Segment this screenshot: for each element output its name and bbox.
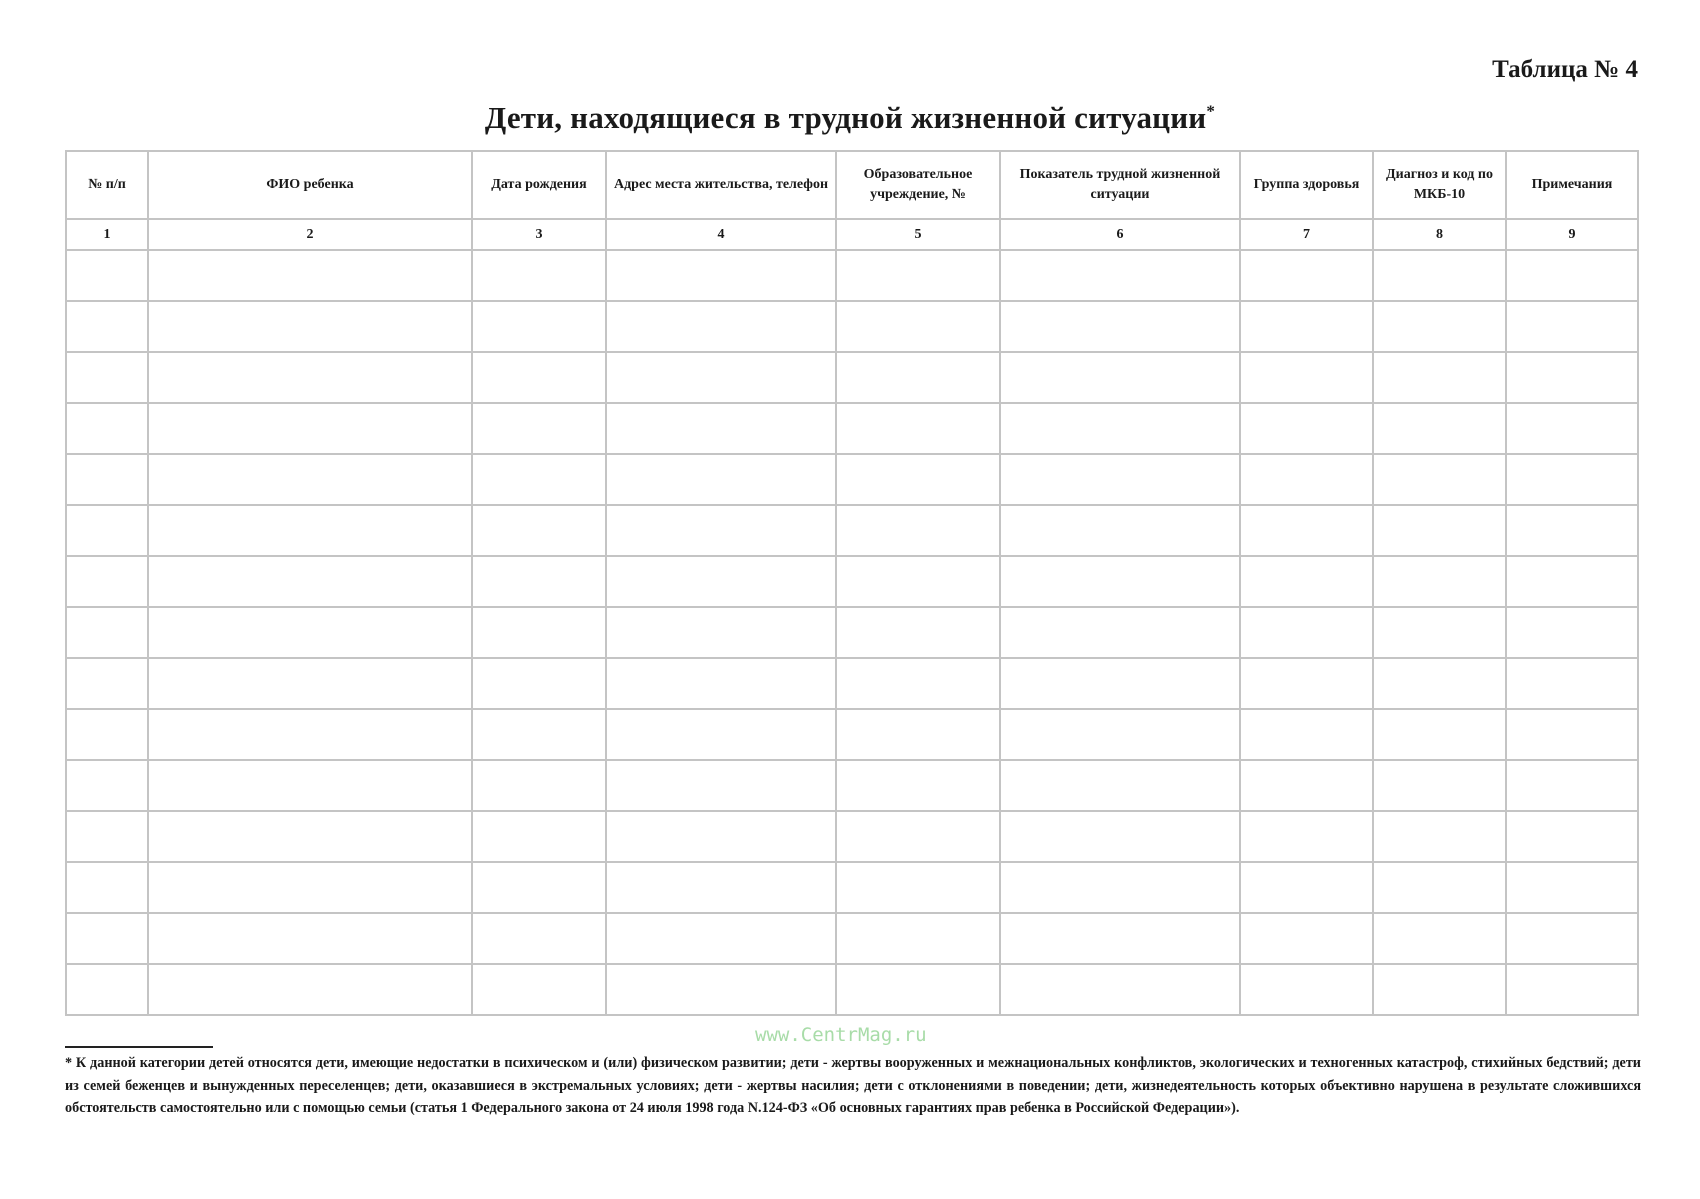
table-row bbox=[66, 505, 1638, 556]
table-cell[interactable] bbox=[472, 964, 606, 1015]
table-cell[interactable] bbox=[606, 556, 836, 607]
table-cell[interactable] bbox=[148, 913, 472, 964]
table-row bbox=[66, 454, 1638, 505]
table-cell[interactable] bbox=[836, 301, 1000, 352]
table-cell[interactable] bbox=[472, 607, 606, 658]
column-number: 3 bbox=[472, 219, 606, 250]
table-cell[interactable] bbox=[148, 658, 472, 709]
table-cell[interactable] bbox=[1373, 556, 1506, 607]
table-cell[interactable] bbox=[1373, 505, 1506, 556]
table-cell[interactable] bbox=[66, 607, 148, 658]
table-cell[interactable] bbox=[148, 709, 472, 760]
table-cell[interactable] bbox=[1506, 454, 1638, 505]
table-row bbox=[66, 301, 1638, 352]
watermark: www.CentrMag.ru bbox=[755, 1024, 927, 1046]
table-cell[interactable] bbox=[1373, 709, 1506, 760]
table-cell[interactable] bbox=[1240, 607, 1373, 658]
table-cell[interactable] bbox=[1373, 811, 1506, 862]
table-row bbox=[66, 811, 1638, 862]
table-cell[interactable] bbox=[148, 862, 472, 913]
table-cell[interactable] bbox=[1373, 403, 1506, 454]
table-cell[interactable] bbox=[1506, 964, 1638, 1015]
table-cell[interactable] bbox=[1506, 709, 1638, 760]
table-cell[interactable] bbox=[66, 709, 148, 760]
table-cell[interactable] bbox=[66, 913, 148, 964]
table-cell[interactable] bbox=[606, 658, 836, 709]
table-cell[interactable] bbox=[1000, 403, 1240, 454]
table-cell[interactable] bbox=[66, 811, 148, 862]
table-cell[interactable] bbox=[836, 964, 1000, 1015]
table-cell[interactable] bbox=[836, 658, 1000, 709]
table-cell[interactable] bbox=[66, 760, 148, 811]
table-cell[interactable] bbox=[1373, 964, 1506, 1015]
children-table bbox=[65, 150, 1639, 1016]
table-cell[interactable] bbox=[606, 811, 836, 862]
table-cell[interactable] bbox=[836, 607, 1000, 658]
table-cell[interactable] bbox=[1240, 811, 1373, 862]
table-cell[interactable] bbox=[472, 403, 606, 454]
table-cell[interactable] bbox=[1506, 913, 1638, 964]
table-cell[interactable] bbox=[836, 811, 1000, 862]
column-number: 7 bbox=[1240, 219, 1373, 250]
table-cell[interactable] bbox=[1373, 658, 1506, 709]
table-cell[interactable] bbox=[148, 811, 472, 862]
table-cell[interactable] bbox=[472, 913, 606, 964]
table-cell[interactable] bbox=[606, 760, 836, 811]
table-cell[interactable] bbox=[606, 403, 836, 454]
column-number: 2 bbox=[148, 219, 472, 250]
table-cell[interactable] bbox=[148, 301, 472, 352]
table-number: Таблица № 4 bbox=[1492, 56, 1638, 83]
table-row bbox=[66, 709, 1638, 760]
table-cell[interactable] bbox=[836, 454, 1000, 505]
table-cell[interactable] bbox=[472, 862, 606, 913]
table-cell[interactable] bbox=[472, 301, 606, 352]
table-row bbox=[66, 556, 1638, 607]
column-header-index: № п/п bbox=[66, 151, 148, 219]
table-cell[interactable] bbox=[472, 658, 606, 709]
table-cell[interactable] bbox=[1240, 301, 1373, 352]
table-cell[interactable] bbox=[1240, 352, 1373, 403]
table-row bbox=[66, 607, 1638, 658]
table-cell[interactable] bbox=[148, 403, 472, 454]
column-header-health-group: Группа здоровья bbox=[1240, 151, 1373, 219]
table-cell[interactable] bbox=[1373, 607, 1506, 658]
table-cell[interactable] bbox=[1506, 505, 1638, 556]
table-cell[interactable] bbox=[148, 505, 472, 556]
column-header-notes: Примечания bbox=[1506, 151, 1638, 219]
table-cell[interactable] bbox=[836, 709, 1000, 760]
table-cell[interactable] bbox=[1000, 709, 1240, 760]
table-cell[interactable] bbox=[1000, 556, 1240, 607]
table-cell[interactable] bbox=[472, 250, 606, 301]
table-cell[interactable] bbox=[836, 862, 1000, 913]
table-cell[interactable] bbox=[606, 964, 836, 1015]
footnote: * К данной категории детей относятся дети, имеющие недостатки в психическом и (или) физическом развитии; дети - жертвы вооруженных и межнациональных конфликтов, экологических и техногенных катастроф, стихийных бедствий; дети из семей беженцев и вынужденных переселенцев; дети, оказавшиеся в экстремальных условиях; дети - жертвы насилия; дети с отклонениями в поведении; дети, жизнедеятельность которых объективно нарушена в результате сложившихся обстоятельств самостоятельно или с помощью семьи (статья 1 Федерального закона от 24 июля 1998 года N.124-ФЗ «Об основных гарантиях прав ребенка в Российской Федерации»). bbox=[65, 1055, 1641, 1116]
table-cell[interactable] bbox=[66, 250, 148, 301]
table-cell[interactable] bbox=[1240, 760, 1373, 811]
table-cell[interactable] bbox=[1000, 352, 1240, 403]
table-cell[interactable] bbox=[148, 556, 472, 607]
table-cell[interactable] bbox=[148, 964, 472, 1015]
table-cell[interactable] bbox=[472, 811, 606, 862]
table-body bbox=[66, 250, 1638, 1015]
table-row bbox=[66, 658, 1638, 709]
table-cell[interactable] bbox=[148, 352, 472, 403]
table-cell[interactable] bbox=[1373, 454, 1506, 505]
table-cell[interactable] bbox=[1240, 709, 1373, 760]
table-cell[interactable] bbox=[836, 913, 1000, 964]
table-cell[interactable] bbox=[148, 250, 472, 301]
table-cell[interactable] bbox=[472, 505, 606, 556]
table-cell[interactable] bbox=[836, 556, 1000, 607]
table-cell[interactable] bbox=[1506, 403, 1638, 454]
footnote-divider bbox=[65, 1046, 213, 1048]
table-cell[interactable] bbox=[148, 760, 472, 811]
table-cell[interactable] bbox=[606, 301, 836, 352]
table-row bbox=[66, 403, 1638, 454]
table-cell[interactable] bbox=[1506, 811, 1638, 862]
table-cell[interactable] bbox=[1000, 964, 1240, 1015]
table-row bbox=[66, 352, 1638, 403]
column-number: 6 bbox=[1000, 219, 1240, 250]
table-cell[interactable] bbox=[1000, 505, 1240, 556]
table-cell[interactable] bbox=[1000, 250, 1240, 301]
column-number: 5 bbox=[836, 219, 1000, 250]
table-cell[interactable] bbox=[472, 454, 606, 505]
table-cell[interactable] bbox=[1240, 403, 1373, 454]
table-row bbox=[66, 250, 1638, 301]
table-cell[interactable] bbox=[1240, 505, 1373, 556]
table-cell[interactable] bbox=[606, 454, 836, 505]
table-cell[interactable] bbox=[66, 964, 148, 1015]
table-cell[interactable] bbox=[472, 709, 606, 760]
table-cell[interactable] bbox=[836, 250, 1000, 301]
page-title bbox=[0, 100, 1700, 136]
table-cell[interactable] bbox=[1000, 862, 1240, 913]
table-cell[interactable] bbox=[1506, 301, 1638, 352]
table-cell[interactable] bbox=[1240, 964, 1373, 1015]
table-cell[interactable] bbox=[1506, 556, 1638, 607]
table-cell[interactable] bbox=[606, 352, 836, 403]
table-row bbox=[66, 913, 1638, 964]
table-cell[interactable] bbox=[606, 913, 836, 964]
table-cell[interactable] bbox=[66, 658, 148, 709]
table-cell[interactable] bbox=[472, 556, 606, 607]
table-cell[interactable] bbox=[1000, 913, 1240, 964]
table-cell[interactable] bbox=[1240, 250, 1373, 301]
table-cell[interactable] bbox=[472, 760, 606, 811]
column-number: 8 bbox=[1373, 219, 1506, 250]
table-cell[interactable] bbox=[1000, 607, 1240, 658]
table-cell[interactable] bbox=[1506, 352, 1638, 403]
table-cell[interactable] bbox=[472, 352, 606, 403]
column-header-birth-date: Дата рождения bbox=[472, 151, 606, 219]
column-header-diagnosis: Диагноз и код по МКБ-10 bbox=[1373, 151, 1506, 219]
table-cell[interactable] bbox=[1240, 556, 1373, 607]
table-cell[interactable] bbox=[836, 505, 1000, 556]
table-cell[interactable] bbox=[1240, 658, 1373, 709]
table-cell[interactable] bbox=[66, 454, 148, 505]
table-cell[interactable] bbox=[606, 709, 836, 760]
table-cell[interactable] bbox=[606, 862, 836, 913]
column-header-situation: Показатель трудной жизненной ситуации bbox=[1000, 151, 1240, 219]
table-cell[interactable] bbox=[836, 760, 1000, 811]
table-cell[interactable] bbox=[148, 454, 472, 505]
table-cell[interactable] bbox=[66, 403, 148, 454]
title-footnote-mark: * bbox=[1206, 101, 1216, 121]
column-header-child-name: ФИО ребенка bbox=[148, 151, 472, 219]
table-cell[interactable] bbox=[1506, 862, 1638, 913]
table-cell[interactable] bbox=[148, 607, 472, 658]
table-cell[interactable] bbox=[1373, 862, 1506, 913]
table-cell[interactable] bbox=[66, 505, 148, 556]
table-cell[interactable] bbox=[1506, 607, 1638, 658]
column-number: 1 bbox=[66, 219, 148, 250]
table-cell[interactable] bbox=[1240, 862, 1373, 913]
table-cell[interactable] bbox=[1373, 352, 1506, 403]
table-cell[interactable] bbox=[1373, 301, 1506, 352]
table-cell[interactable] bbox=[1506, 760, 1638, 811]
table-cell[interactable] bbox=[1506, 250, 1638, 301]
table-cell[interactable] bbox=[1000, 760, 1240, 811]
table-cell[interactable] bbox=[1373, 913, 1506, 964]
table-cell[interactable] bbox=[66, 301, 148, 352]
table-cell[interactable] bbox=[66, 556, 148, 607]
table-cell[interactable] bbox=[1240, 454, 1373, 505]
column-number: 4 bbox=[606, 219, 836, 250]
table-cell[interactable] bbox=[1373, 250, 1506, 301]
table-cell[interactable] bbox=[1000, 811, 1240, 862]
table-row bbox=[66, 862, 1638, 913]
table-cell[interactable] bbox=[66, 862, 148, 913]
table-cell[interactable] bbox=[836, 403, 1000, 454]
table-column-number-row bbox=[66, 219, 1638, 250]
table-cell[interactable] bbox=[606, 607, 836, 658]
column-header-school: Образовательное учреждение, № bbox=[836, 151, 1000, 219]
table-header-row bbox=[66, 151, 1638, 219]
table-cell[interactable] bbox=[606, 250, 836, 301]
table-cell[interactable] bbox=[1240, 913, 1373, 964]
column-number: 9 bbox=[1506, 219, 1638, 250]
table-cell[interactable] bbox=[836, 352, 1000, 403]
table-cell[interactable] bbox=[1506, 658, 1638, 709]
table-cell[interactable] bbox=[1000, 454, 1240, 505]
table-cell[interactable] bbox=[1000, 658, 1240, 709]
title-text: Дети, находящиеся в трудной жизненной ситуации bbox=[484, 100, 1207, 135]
table-row bbox=[66, 964, 1638, 1015]
table-cell[interactable] bbox=[66, 352, 148, 403]
table-row bbox=[66, 760, 1638, 811]
table-cell[interactable] bbox=[1373, 760, 1506, 811]
column-header-address: Адрес места жительства, телефон bbox=[606, 151, 836, 219]
table-cell[interactable] bbox=[606, 505, 836, 556]
table-cell[interactable] bbox=[1000, 301, 1240, 352]
